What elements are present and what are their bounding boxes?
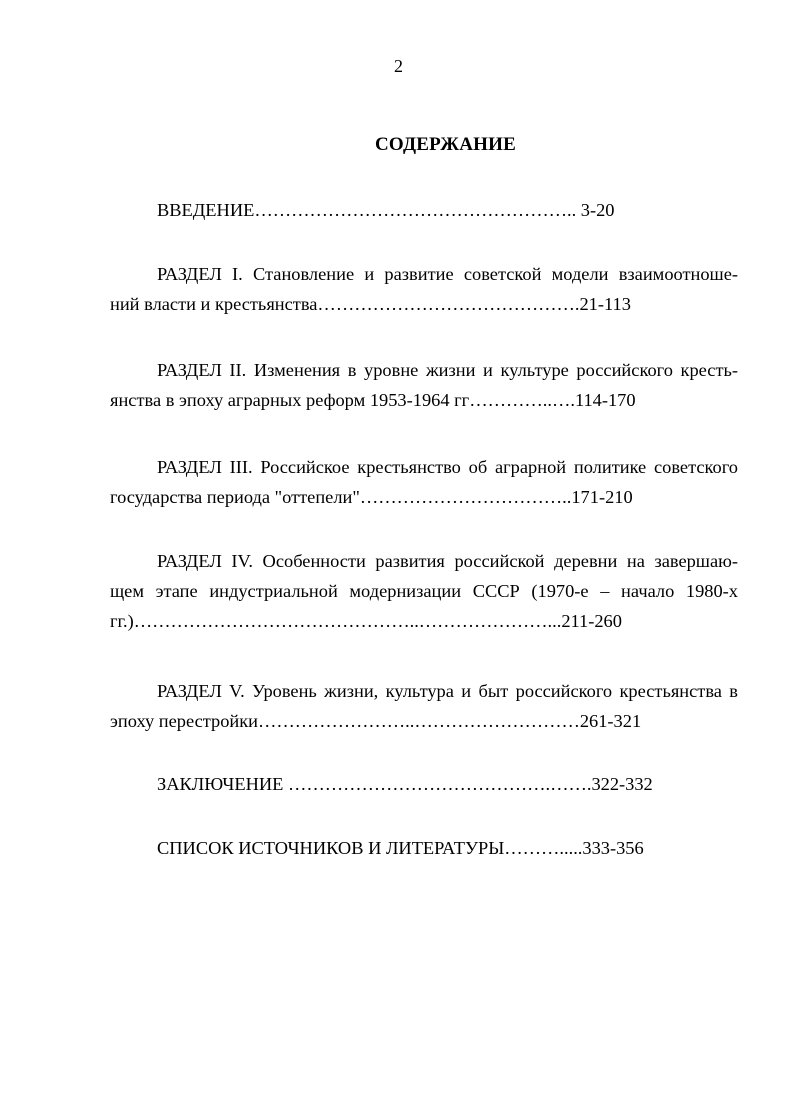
toc-entry-intro — [110, 195, 738, 225]
toc-entry-section-4-line1: РАЗДЕЛ IV. Особенности развития российской деревни на завершаю- — [157, 551, 738, 571]
toc-entry-section-1 — [110, 259, 738, 319]
toc-entry-section-4-line2: щем этапе индустриальной модернизации СССР (1970-е – начало 1980-х — [110, 581, 738, 601]
toc-entry-section-5-line1: РАЗДЕЛ V. Уровень жизни, культура и быт российского крестьянства в — [157, 681, 738, 701]
toc-entry-section-2 — [110, 355, 738, 415]
toc-entry-section-2-line1: РАЗДЕЛ II. Изменения в уровне жизни и культуре российского кресть- — [157, 360, 738, 380]
toc-entry-section-5-line2: эпоху перестройки……………………..………………………261-321 — [110, 711, 642, 731]
toc-entry-section-1-line1: РАЗДЕЛ I. Становление и развитие советской модели взаимоотноше- — [157, 264, 738, 284]
toc-entry-section-3 — [110, 452, 738, 512]
toc-entry-sources — [110, 833, 738, 863]
toc-entry-intro-line1: ВВЕДЕНИЕ…………………………………………….. 3-20 — [157, 200, 615, 220]
toc-entry-section-5 — [110, 676, 738, 736]
toc-entry-sources-line1: СПИСОК ИСТОЧНИКОВ И ЛИТЕРАТУРЫ……….....333-356 — [157, 838, 644, 858]
toc-entry-conclusion — [110, 769, 738, 799]
toc-title: СОДЕРЖАНИЕ — [375, 134, 516, 155]
toc-entry-section-1-line2: ний власти и крестьянства…………………………………….21-113 — [110, 294, 631, 314]
toc-entry-section-2-line2: янства в эпоху аграрных реформ 1953-1964 гг…………..….114-170 — [110, 390, 636, 410]
toc-entry-section-3-line2: государства периода "оттепели"……………………………..171-210 — [110, 487, 633, 507]
toc-entry-section-3-line1: РАЗДЕЛ III. Российское крестьянство об аграрной политике советского — [157, 457, 738, 477]
page-number: 2 — [394, 56, 403, 76]
toc-entry-section-4 — [110, 546, 738, 636]
toc-entry-conclusion-line1: ЗАКЛЮЧЕНИЕ …………………………………….…….322-332 — [157, 774, 653, 794]
toc-entry-section-4-line3: гг.)………………………………………..…………………...211-260 — [110, 611, 622, 631]
